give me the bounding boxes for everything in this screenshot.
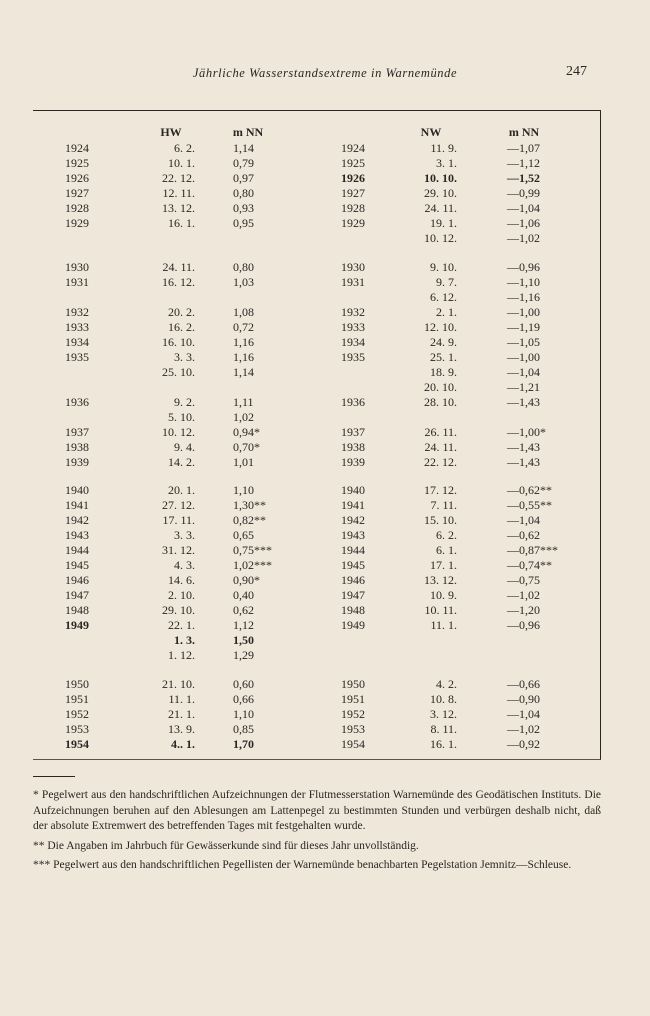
table-cell-nw-year: 1931 [341, 274, 365, 289]
table-frame [33, 110, 601, 760]
table-cell-hw-year: 1926 [65, 171, 89, 185]
table-cell-nw-year: 1945 [341, 558, 365, 572]
table-cell-hw-value: 1,16 [233, 349, 254, 364]
table-cell-hw-year: 1947 [65, 588, 89, 602]
table-cell-hw-year: 1939 [65, 454, 89, 469]
table-cell-nw-year: 1938 [341, 439, 365, 454]
table-cell-nw-date: 10. 8. [430, 691, 457, 706]
table-cell-nw-value: —0,62 [507, 528, 540, 542]
table-cell-hw-year: 1928 [65, 201, 89, 215]
table-cell-hw-value: 1,16 [233, 334, 254, 349]
table-cell-nw-year: 1930 [341, 259, 365, 274]
table-cell-nw-year: 1929 [341, 216, 365, 230]
table-cell-nw-value: —1,04 [507, 706, 540, 721]
table-cell-hw-date: 13. 12. [162, 201, 195, 215]
table-cell-hw-date: 1. 12. [168, 648, 195, 662]
table-cell-hw-date: 20. 2. [168, 304, 195, 319]
table-cell-hw-year: 1953 [65, 721, 89, 736]
table-cell-hw-value: 0,70* [233, 439, 260, 454]
table-cell-nw-year: 1925 [341, 156, 365, 170]
table-cell-nw-year: 1940 [341, 483, 365, 497]
table-cell-hw-value: 0,66 [233, 691, 254, 706]
table-cell-hw-year: 1943 [65, 528, 89, 542]
table-cell-nw-date: 24. 11. [424, 201, 457, 215]
table-cell-hw-value: 0,79 [233, 156, 254, 170]
table-cell-nw-year: 1948 [341, 603, 365, 617]
table-cell-nw-year: 1934 [341, 334, 365, 349]
table-cell-hw-date: 16. 12. [162, 274, 195, 289]
table-cell-hw-date: 21. 1. [168, 706, 195, 721]
table-cell-hw-value: 0,85 [233, 721, 254, 736]
table-cell-nw-year: 1927 [341, 186, 365, 200]
table-cell-hw-year: 1937 [65, 424, 89, 439]
running-header-title: Jährliche Wasserstandsextreme in Warnemünde [192, 66, 458, 80]
table-cell-nw-year: 1939 [341, 454, 365, 469]
table-cell-nw-date: 10. 10. [424, 171, 457, 185]
table-cell-hw-date: 16. 2. [168, 319, 195, 334]
table-cell-nw-year: 1944 [341, 543, 365, 557]
table-cell-hw-date: 21. 10. [162, 676, 195, 691]
table-cell-nw-value: —1,19 [507, 319, 540, 334]
table-cell-hw-value: 1,10 [233, 706, 254, 721]
table-cell-nw-year: 1937 [341, 424, 365, 439]
table-cell-hw-year: 1950 [65, 676, 89, 691]
table-cell-nw-value: —1,06 [507, 216, 540, 230]
table-cell-hw-value: 0,94* [233, 424, 260, 439]
table-cell-hw-date: 4. 3. [174, 558, 195, 572]
table-cell-nw-value: —1,43 [507, 454, 540, 469]
table-cell-nw-year: 1932 [341, 304, 365, 319]
table-cell-nw-date: 7. 11. [430, 498, 457, 512]
table-cell-hw-year: 1933 [65, 319, 89, 334]
table-cell-nw-value: —0,96 [507, 618, 540, 632]
table-cell-hw-year: 1930 [65, 259, 89, 274]
table-cell-hw-value: 0,65 [233, 528, 254, 542]
table-cell-hw-year: 1949 [65, 618, 89, 632]
table-cell-hw-date: 25. 10. [162, 364, 195, 379]
table-cell-nw-value: —1,02 [507, 721, 540, 736]
table-cell-hw-year: 1931 [65, 274, 89, 289]
table-cell-hw-value: 0,97 [233, 171, 254, 185]
table-cell-nw-date: 10. 12. [424, 231, 457, 245]
table-cell-hw-date: 5. 10. [168, 409, 195, 424]
footnote-2: ** Die Angaben im Jahrbuch für Gewässerkunde sind für dieses Jahr unvollständig. [33, 839, 419, 852]
table-cell-hw-date: 29. 10. [162, 603, 195, 617]
table-cell-hw-year: 1936 [65, 394, 89, 409]
table-cell-hw-year: 1952 [65, 706, 89, 721]
table-cell-hw-value: 0,62 [233, 603, 254, 617]
table-cell-nw-year: 1924 [341, 141, 365, 155]
table-cell-hw-value: 0,60 [233, 676, 254, 691]
table-cell-hw-value: 1,50 [233, 633, 254, 647]
table-cell-nw-value: —1,05 [507, 334, 540, 349]
table-cell-nw-year: 1941 [341, 498, 365, 512]
table-cell-hw-date: 22. 12. [162, 171, 195, 185]
table-cell-nw-date: 20. 10. [424, 379, 457, 394]
table-cell-nw-date: 16. 1. [430, 736, 457, 751]
table-cell-hw-value: 1,02*** [233, 558, 272, 572]
page-number: 247 [566, 64, 587, 79]
table-cell-nw-value: —0,55** [507, 498, 552, 512]
table-cell-hw-value: 1,29 [233, 648, 254, 662]
table-cell-nw-value: —0,99 [507, 186, 540, 200]
table-cell-nw-date: 19. 1. [430, 216, 457, 230]
table-cell-nw-date: 9. 7. [436, 274, 457, 289]
table-cell-hw-date: 12. 11. [162, 186, 195, 200]
table-cell-hw-date: 27. 12. [162, 498, 195, 512]
table-cell-hw-value: 1,12 [233, 618, 254, 632]
table-cell-hw-date: 9. 2. [174, 394, 195, 409]
table-cell-hw-date: 31. 12. [162, 543, 195, 557]
table-cell-nw-date: 24. 11. [424, 439, 457, 454]
table-cell-hw-value: 1,01 [233, 454, 254, 469]
table-cell-nw-date: 6. 12. [430, 289, 457, 304]
table-cell-nw-value: —0,87*** [507, 543, 558, 557]
table-cell-nw-year: 1933 [341, 319, 365, 334]
table-cell-hw-date: 16. 10. [162, 334, 195, 349]
header-nw: NW [420, 125, 442, 139]
table-cell-hw-date: 4.. 1. [171, 736, 195, 751]
table-cell-nw-date: 11. 1. [430, 618, 457, 632]
table-cell-nw-value: —1,00* [507, 424, 546, 439]
table-cell-hw-year: 1946 [65, 573, 89, 587]
table-cell-nw-date: 17. 1. [430, 558, 457, 572]
table-cell-nw-date: 6. 2. [436, 528, 457, 542]
table-cell-nw-date: 10. 11. [424, 603, 457, 617]
table-cell-nw-date: 28. 10. [424, 394, 457, 409]
table-cell-nw-year: 1953 [341, 721, 365, 736]
table-cell-hw-value: 1,30** [233, 498, 266, 512]
table-cell-hw-year: 1944 [65, 543, 89, 557]
table-cell-hw-year: 1925 [65, 156, 89, 170]
table-cell-nw-date: 25. 1. [430, 349, 457, 364]
table-cell-hw-date: 14. 6. [168, 573, 195, 587]
table-cell-hw-year: 1940 [65, 483, 89, 497]
table-cell-hw-date: 10. 12. [162, 424, 195, 439]
table-cell-nw-value: —0,92 [507, 736, 540, 751]
table-cell-nw-value: —1,02 [507, 588, 540, 602]
table-cell-nw-value: —0,96 [507, 259, 540, 274]
table-cell-hw-date: 13. 9. [168, 721, 195, 736]
table-cell-hw-value: 1,10 [233, 483, 254, 497]
table-cell-hw-date: 1. 3. [174, 633, 195, 647]
table-cell-nw-year: 1935 [341, 349, 365, 364]
table-cell-nw-date: 26. 11. [424, 424, 457, 439]
table-cell-hw-value: 0,82** [233, 513, 266, 527]
footnotes [33, 776, 601, 878]
table-cell-hw-year: 1948 [65, 603, 89, 617]
table-cell-nw-date: 8. 11. [430, 721, 457, 736]
table-cell-hw-year: 1927 [65, 186, 89, 200]
table-cell-hw-date: 6. 2. [174, 141, 195, 155]
table-cell-nw-date: 3. 1. [436, 156, 457, 170]
table-cell-nw-value: —1,16 [507, 289, 540, 304]
table-cell-nw-date: 29. 10. [424, 186, 457, 200]
table-cell-nw-year: 1928 [341, 201, 365, 215]
table-cell-nw-date: 13. 12. [424, 573, 457, 587]
table-cell-hw-year: 1935 [65, 349, 89, 364]
footnote-rule [33, 776, 75, 777]
table-cell-hw-year: 1945 [65, 558, 89, 572]
table-cell-hw-value: 1,02 [233, 409, 254, 424]
table-cell-hw-value: 0,72 [233, 319, 254, 334]
table-cell-nw-date: 24. 9. [430, 334, 457, 349]
table-cell-nw-date: 12. 10. [424, 319, 457, 334]
table-cell-hw-year: 1932 [65, 304, 89, 319]
table-cell-nw-year: 1954 [341, 736, 365, 751]
table-cell-nw-year: 1942 [341, 513, 365, 527]
table-cell-nw-value: —1,12 [507, 156, 540, 170]
table-cell-hw-date: 2. 10. [168, 588, 195, 602]
table-cell-hw-year: 1929 [65, 216, 89, 230]
table-cell-nw-year: 1949 [341, 618, 365, 632]
table-cell-hw-year: 1941 [65, 498, 89, 512]
table-cell-nw-value: —1,07 [507, 141, 540, 155]
header-hw-nn: m NN [232, 125, 264, 139]
table-cell-nw-date: 11. 9. [430, 141, 457, 155]
table-cell-hw-date: 17. 11. [162, 513, 195, 527]
table-cell-nw-value: —0,66 [507, 676, 540, 691]
table-cell-nw-date: 2. 1. [436, 304, 457, 319]
table-cell-hw-date: 22. 1. [168, 618, 195, 632]
table-cell-hw-value: 1,08 [233, 304, 254, 319]
table-cell-nw-year: 1952 [341, 706, 365, 721]
table-cell-hw-value: 1,11 [233, 394, 254, 409]
table-cell-nw-year: 1947 [341, 588, 365, 602]
table-cell-nw-value: —0,74** [507, 558, 552, 572]
table-cell-nw-value: —0,90 [507, 691, 540, 706]
table-cell-nw-date: 22. 12. [424, 454, 457, 469]
table-cell-hw-year: 1938 [65, 439, 89, 454]
footnote-3: *** Pegelwert aus den handschriftlichen Pegellisten der Warnemünde benachbarten Pegelstation Jemnitz—Schleuse. [33, 859, 572, 871]
table-cell-nw-value: —1,20 [507, 603, 540, 617]
table-cell-hw-value: 0,93 [233, 201, 254, 215]
table-cell-hw-date: 11. 1. [168, 691, 195, 706]
table-cell-nw-value: —1,00 [507, 349, 540, 364]
table-cell-hw-value: 0,80 [233, 186, 254, 200]
table-cell-hw-date: 14. 2. [168, 454, 195, 469]
header-hw: HW [160, 125, 182, 139]
table-cell-nw-value: —1,52 [507, 171, 540, 185]
table-cell-hw-year: 1942 [65, 513, 89, 527]
table-cell-nw-value: —1,21 [507, 379, 540, 394]
table-cell-nw-value: —0,75 [507, 573, 540, 587]
table-cell-hw-value: 0,75*** [233, 543, 272, 557]
table-cell-nw-value: —1,04 [507, 513, 540, 527]
table-cell-nw-value: —0,62** [507, 483, 552, 497]
table-cell-hw-date: 3. 3. [174, 349, 195, 364]
table-cell-nw-value: —1,43 [507, 439, 540, 454]
table-cell-nw-date: 9. 10. [430, 259, 457, 274]
header-nw-nn: m NN [508, 125, 540, 139]
table-cell-hw-value: 1,14 [233, 364, 254, 379]
table-cell-nw-date: 17. 12. [424, 483, 457, 497]
table-cell-nw-date: 4. 2. [436, 676, 457, 691]
table-cell-hw-year: 1924 [65, 141, 89, 155]
table-cell-nw-value: —1,00 [507, 304, 540, 319]
table-cell-nw-value: —1,10 [507, 274, 540, 289]
table-cell-hw-value: 1,14 [233, 141, 254, 155]
table-cell-nw-date: 3. 12. [430, 706, 457, 721]
table-cell-nw-value: —1,43 [507, 394, 540, 409]
table-cell-nw-value: —1,04 [507, 201, 540, 215]
table-cell-nw-year: 1951 [341, 691, 365, 706]
table-cell-hw-date: 16. 1. [168, 216, 195, 230]
table-cell-nw-date: 15. 10. [424, 513, 457, 527]
table-cell-nw-value: —1,02 [507, 231, 540, 245]
table-cell-hw-year: 1934 [65, 334, 89, 349]
table-cell-hw-value: 0,80 [233, 259, 254, 274]
table-cell-hw-value: 1,70 [233, 736, 254, 751]
table-cell-nw-year: 1943 [341, 528, 365, 542]
table-cell-nw-date: 10. 9. [430, 588, 457, 602]
table-cell-hw-value: 1,03 [233, 274, 254, 289]
table-cell-nw-year: 1926 [341, 171, 365, 185]
table-cell-hw-date: 24. 11. [162, 259, 195, 274]
table-cell-hw-value: 0,40 [233, 588, 254, 602]
table-cell-hw-date: 9. 4. [174, 439, 195, 454]
table-cell-hw-date: 3. 3. [174, 528, 195, 542]
table-cell-nw-year: 1946 [341, 573, 365, 587]
table-cell-hw-value: 0,90* [233, 573, 260, 587]
table-cell-hw-year: 1954 [65, 736, 89, 751]
footnote-1: * Pegelwert aus den handschriftlichen Aufzeichnungen der Flutmesserstation Warnemünde des Geodätischen Instituts. Die Aufzeichnungen beruhen auf den Ablesungen am Lattenpegel zu bestimmten Stunden und verbürgen deshalb nicht, daß der absolute Extremwert des betreffenden Tages mit festgehalten wurde. [33, 789, 601, 832]
table-cell-hw-value: 0,95 [233, 216, 254, 230]
table-cell-hw-date: 20. 1. [168, 483, 195, 497]
table-cell-nw-year: 1936 [341, 394, 365, 409]
table-cell-nw-date: 18. 9. [430, 364, 457, 379]
table-cell-nw-year: 1950 [341, 676, 365, 691]
table-cell-nw-value: —1,04 [507, 364, 540, 379]
table-cell-hw-date: 10. 1. [168, 156, 195, 170]
table-cell-nw-date: 6. 1. [436, 543, 457, 557]
table-cell-hw-year: 1951 [65, 691, 89, 706]
